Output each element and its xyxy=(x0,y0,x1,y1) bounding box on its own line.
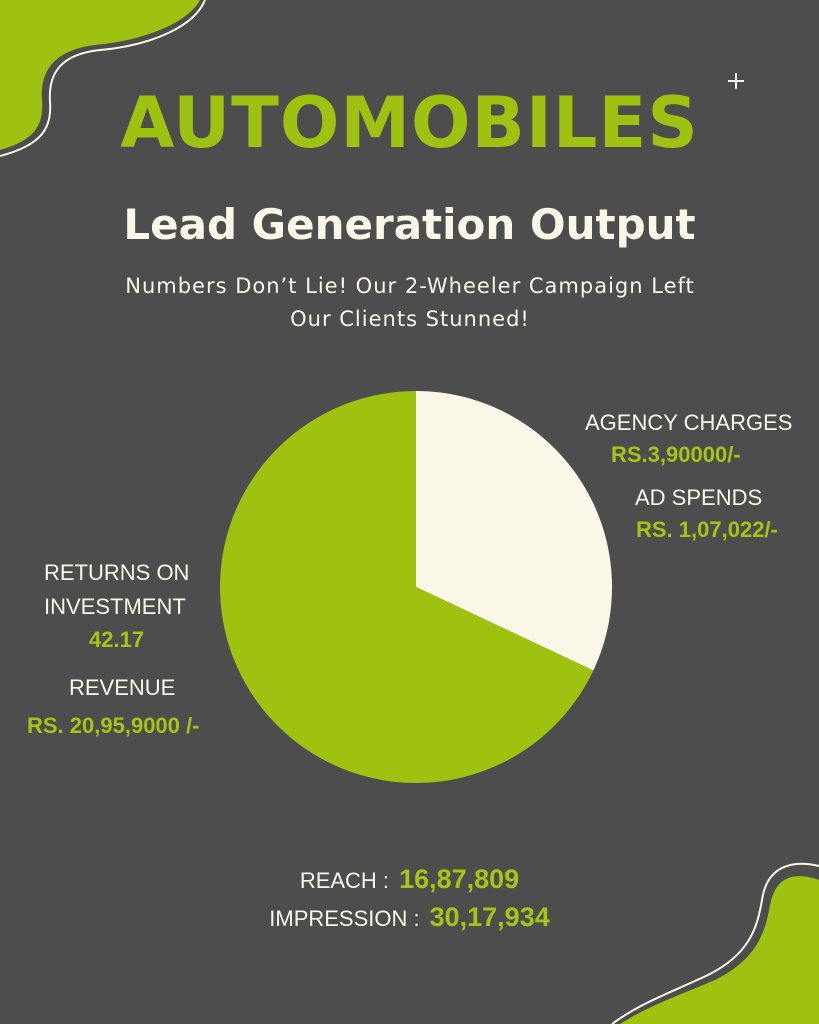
impression-label: IMPRESSION : xyxy=(269,906,420,931)
revenue-value: RS. 20,95,9000 /- xyxy=(27,713,200,738)
impression-row xyxy=(0,902,819,933)
page-title: AUTOMOBILES xyxy=(120,82,699,164)
impression-value: 30,17,934 xyxy=(429,902,550,932)
ad-spends-value: RS. 1,07,022/- xyxy=(636,517,778,542)
agency-charges-label: AGENCY CHARGES xyxy=(585,410,793,435)
agency-charges-value: RS.3,90000/- xyxy=(611,442,741,467)
tagline xyxy=(60,270,760,336)
page-subtitle: Lead Generation Output xyxy=(123,200,696,249)
roi-value: 42.17 xyxy=(89,627,145,652)
revenue-label: REVENUE xyxy=(69,675,176,700)
roi-label-line-2: INVESTMENT xyxy=(44,594,186,619)
reach-value: 16,87,809 xyxy=(399,864,520,894)
reach-row xyxy=(0,864,819,895)
tagline-line-1: Numbers Don’t Lie! Our 2-Wheeler Campaign Left xyxy=(125,274,695,298)
ad-spends-label: AD SPENDS xyxy=(635,485,763,510)
roi-label-line-1: RETURNS ON xyxy=(44,560,190,585)
reach-label: REACH : xyxy=(299,868,390,893)
pie-chart xyxy=(219,390,613,784)
tagline-line-2: Our Clients Stunned! xyxy=(290,307,530,331)
